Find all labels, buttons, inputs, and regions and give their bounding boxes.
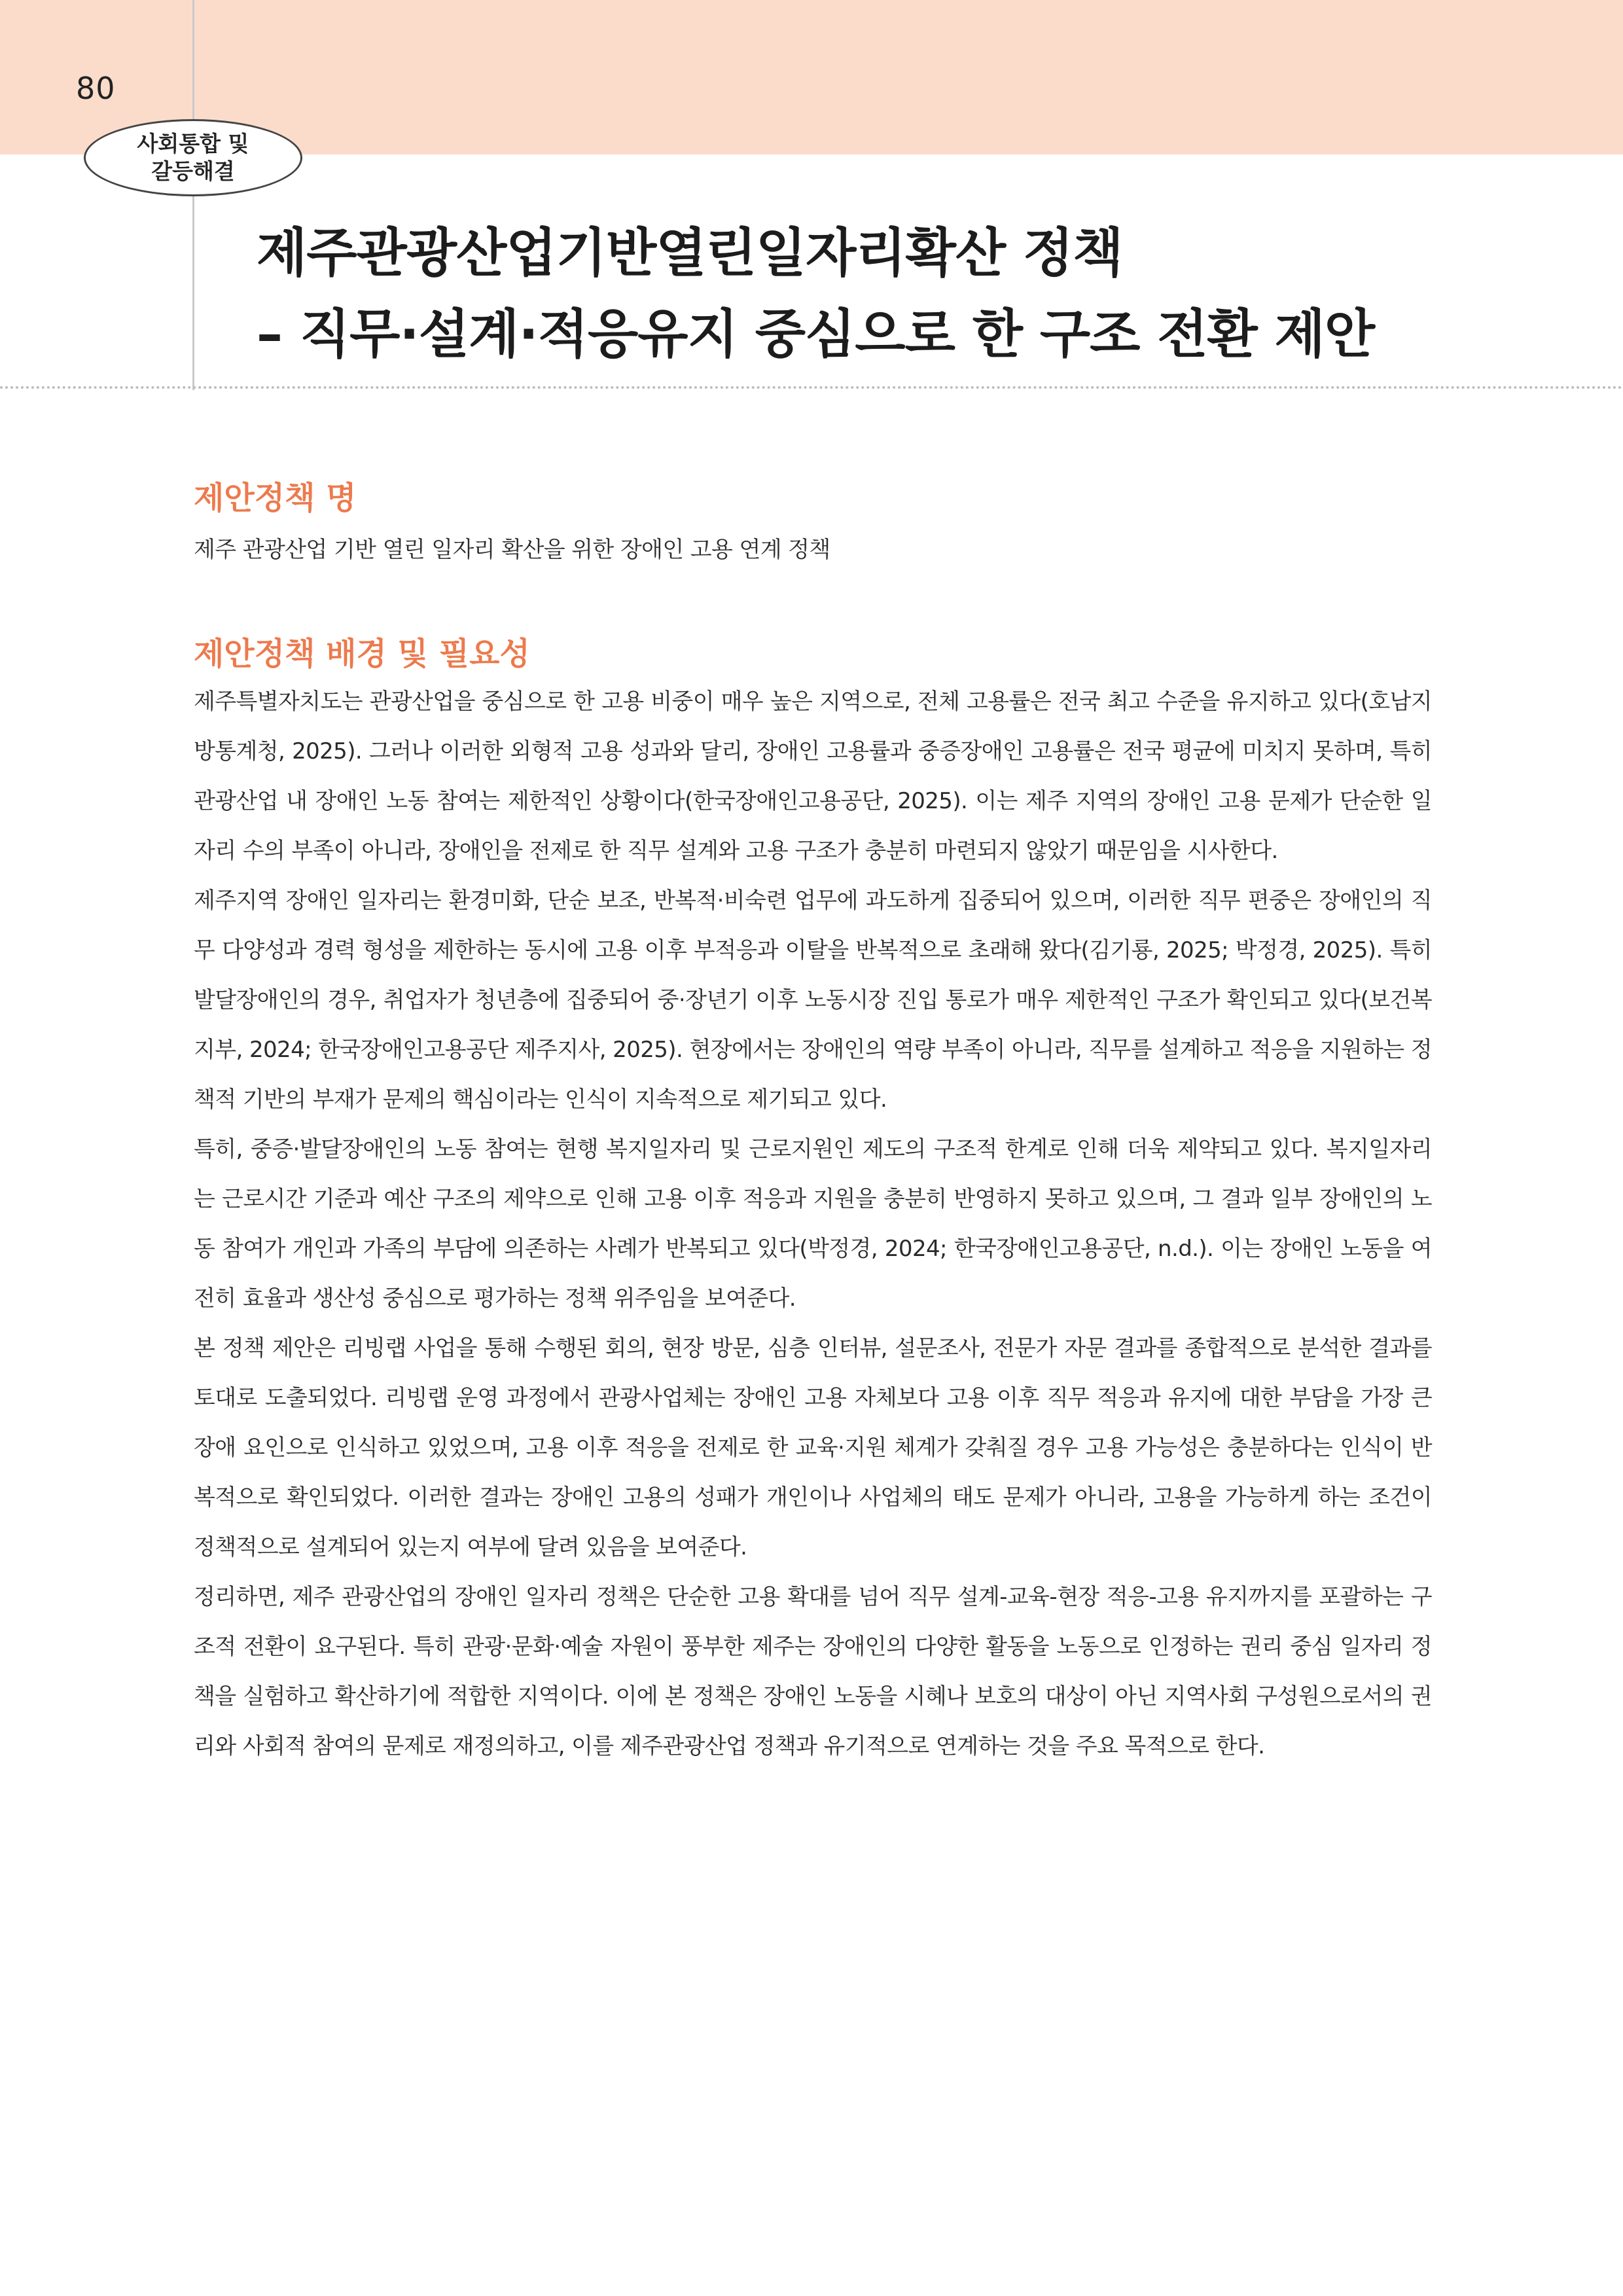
page-number: 80 <box>76 71 116 106</box>
section-heading: 제안정책 배경 및 필요성 <box>194 636 530 672</box>
paragraph: 특히, 중증·발달장애인의 노동 참여는 현행 복지일자리 및 근로지원인 제도의 구조적 한계로 인해 더욱 제약되고 있다. 복지일자리는 근로시간 기준과 예산 구조의 제약으로 인해 고용 이후 적응과 지원을 충분히 반영하지 못하고 있으며, 그 결과 일부 장애인의 노동 참여가 개인과 가족의 부담에 의존하는 사례가 반복되고 있다(박정경, 2024; 한국장애인고용공단, n.d.). 이는 장애인 노동을 여전히 효율과 생산성 중심으로 평가하는 정책 위주임을 보여준다. <box>194 1136 1432 1312</box>
title-line-2: – 직무·설계·적응유지 중심으로 한 구조 전환 제안 <box>257 304 1375 365</box>
dotted-divider <box>0 386 1623 389</box>
section-heading: 제안정책 명 <box>194 480 357 516</box>
page-title <box>257 213 1565 375</box>
paragraph: 제주지역 장애인 일자리는 환경미화, 단순 보조, 반복적·비숙련 업무에 과도하게 집중되어 있으며, 이러한 직무 편중은 장애인의 직무 다양성과 경력 형성을 제한하는 동시에 고용 이후 부적응과 이탈을 반복적으로 초래해 왔다(김기룡, 2025; 박정경, 2025). 특히 발달장애인의 경우, 취업자가 청년층에 집중되어 중·장년기 이후 노동시장 진입 통로가 매우 제한적인 구조가 확인되고 있다(보건복지부, 2024; 한국장애인고용공단 제주지사, 2025). 현장에서는 장애인의 역량 부족이 아니라, 직무를 설계하고 적응을 지원하는 정책적 기반의 부재가 문제의 핵심이라는 인식이 지속적으로 제기되고 있다. <box>194 888 1432 1113</box>
section-body <box>194 677 1432 1771</box>
paragraph: 본 정책 제안은 리빙랩 사업을 통해 수행된 회의, 현장 방문, 심층 인터뷰, 설문조사, 전문가 자문 결과를 종합적으로 분석한 결과를 토대로 도출되었다. 리빙랩 운영 과정에서 관광사업체는 장애인 고용 자체보다 고용 이후 직무 적응과 유지에 대한 부담을 가장 큰 장애 요인으로 인식하고 있었으며, 고용 이후 적응을 전제로 한 교육·지원 체계가 갖춰질 경우 고용 가능성은 충분하다는 인식이 반복적으로 확인되었다. 이러한 결과는 장애인 고용의 성패가 개인이나 사업체의 태도 문제가 아니라, 고용을 가능하게 하는 조건이 정책적으로 설계되어 있는지 여부에 달려 있음을 보여준다. <box>194 1335 1432 1560</box>
content <box>194 475 1432 1771</box>
paragraph: 제주 관광산업 기반 열린 일자리 확산을 위한 장애인 고용 연계 정책 <box>194 537 830 563</box>
paragraph: 제주특별자치도는 관광산업을 중심으로 한 고용 비중이 매우 높은 지역으로, 전체 고용률은 전국 최고 수준을 유지하고 있다(호남지방통계청, 2025). 그러나 이러한 외형적 고용 성과와 달리, 장애인 고용률과 중증장애인 고용률은 전국 평균에 미치지 못하며, 특히 관광산업 내 장애인 노동 참여는 제한적인 상황이다(한국장애인고용공단, 2025). 이는 제주 지역의 장애인 고용 문제가 단순한 일자리 수의 부족이 아니라, 장애인을 전제로 한 직무 설계와 고용 구조가 충분히 마련되지 않았기 때문임을 시사한다. <box>194 689 1432 864</box>
section-badge-label: 사회통합 및 갈등해결 <box>137 131 249 184</box>
section-background <box>194 631 1432 1771</box>
section-body <box>194 525 1432 575</box>
section-policy-name <box>194 475 1432 575</box>
title-line-1: 제주관광산업기반열린일자리확산 정책 <box>257 223 1123 283</box>
paragraph: 정리하면, 제주 관광산업의 장애인 일자리 정책은 단순한 고용 확대를 넘어 직무 설계-교육-현장 적응-고용 유지까지를 포괄하는 구조적 전환이 요구된다. 특히 관광·문화·예술 자원이 풍부한 제주는 장애인의 다양한 활동을 노동으로 인정하는 권리 중심 일자리 정책을 실험하고 확산하기에 적합한 지역이다. 이에 본 정책은 장애인 노동을 시혜나 보호의 대상이 아닌 지역사회 구성원으로서의 권리와 사회적 참여의 문제로 재정의하고, 이를 제주관광산업 정책과 유기적으로 연계하는 것을 주요 목적으로 한다. <box>194 1584 1432 1759</box>
section-badge <box>84 119 302 196</box>
